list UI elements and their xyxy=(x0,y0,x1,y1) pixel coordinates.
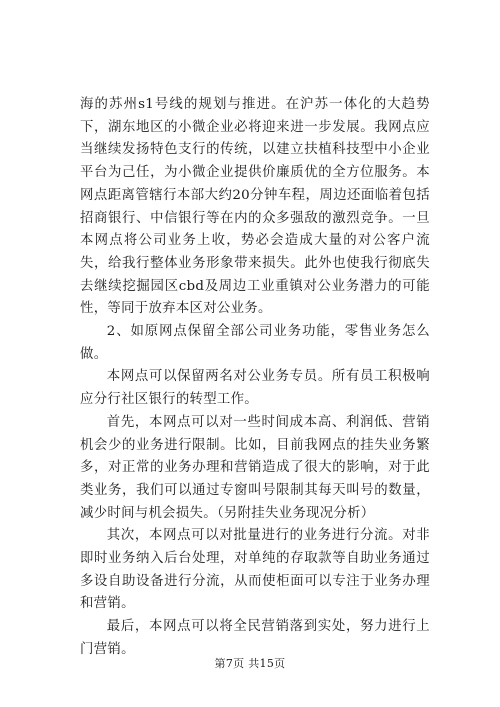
paragraph-continuation: 海的苏州s1号线的规划与推进。在沪苏一体化的大趋势下，湖东地区的小微企业必将迎来进一步发展。我网点应当继续发扬特色支行的传统，以建立扶植科技型中小企业平台为己任，为小微企业提供价廉质优的全方位服务。本网点距离管辖行本部大约20分钟车程，周边还面临着包括招商银行、中信银行等在内的众多强敌的激烈竞争。一旦本网点将公司业务上收，势必会造成大量的对公客户流失，给我行整体业务形象带来损失。此外也使我行彻底失去继续挖掘园区cbd及周边工业重镇对公业务潜力的可能性，等同于放弃本区对公业务。 xyxy=(80,97,430,317)
paragraph-first: 首先，本网点可以对一些时间成本高、利润低、营销机会少的业务进行限制。比如，目前我网点的挂失业务繁多，对正常的业务办理和营销造成了很大的影响，对于此类业务，我们可以通过专窗叫号限制其每天叫号的数量，减少时间与机会损失。（另附挂失业务现况分析） xyxy=(80,414,430,521)
paragraph-section-heading: 2、如原网点保留全部公司业务功能，零售业务怎么做。 xyxy=(80,324,430,362)
page-footer: 第7页 共15页 xyxy=(214,657,286,670)
paragraph-staffing: 本网点可以保留两名对公业务专员。所有员工积极响应分行社区银行的转型工作。 xyxy=(80,369,430,408)
paragraph-last: 最后，本网点可以将全民营销落到实处，努力进行上门营销。 xyxy=(80,619,430,657)
paragraph-second: 其次，本网点可以对批量进行的业务进行分流。对非即时业务纳入后台处理，对单纯的存取款等自助业务通过多设自助设备进行分流，从而使柜面可以专注于业务办理和营销。 xyxy=(80,528,430,612)
document-body xyxy=(80,94,430,662)
